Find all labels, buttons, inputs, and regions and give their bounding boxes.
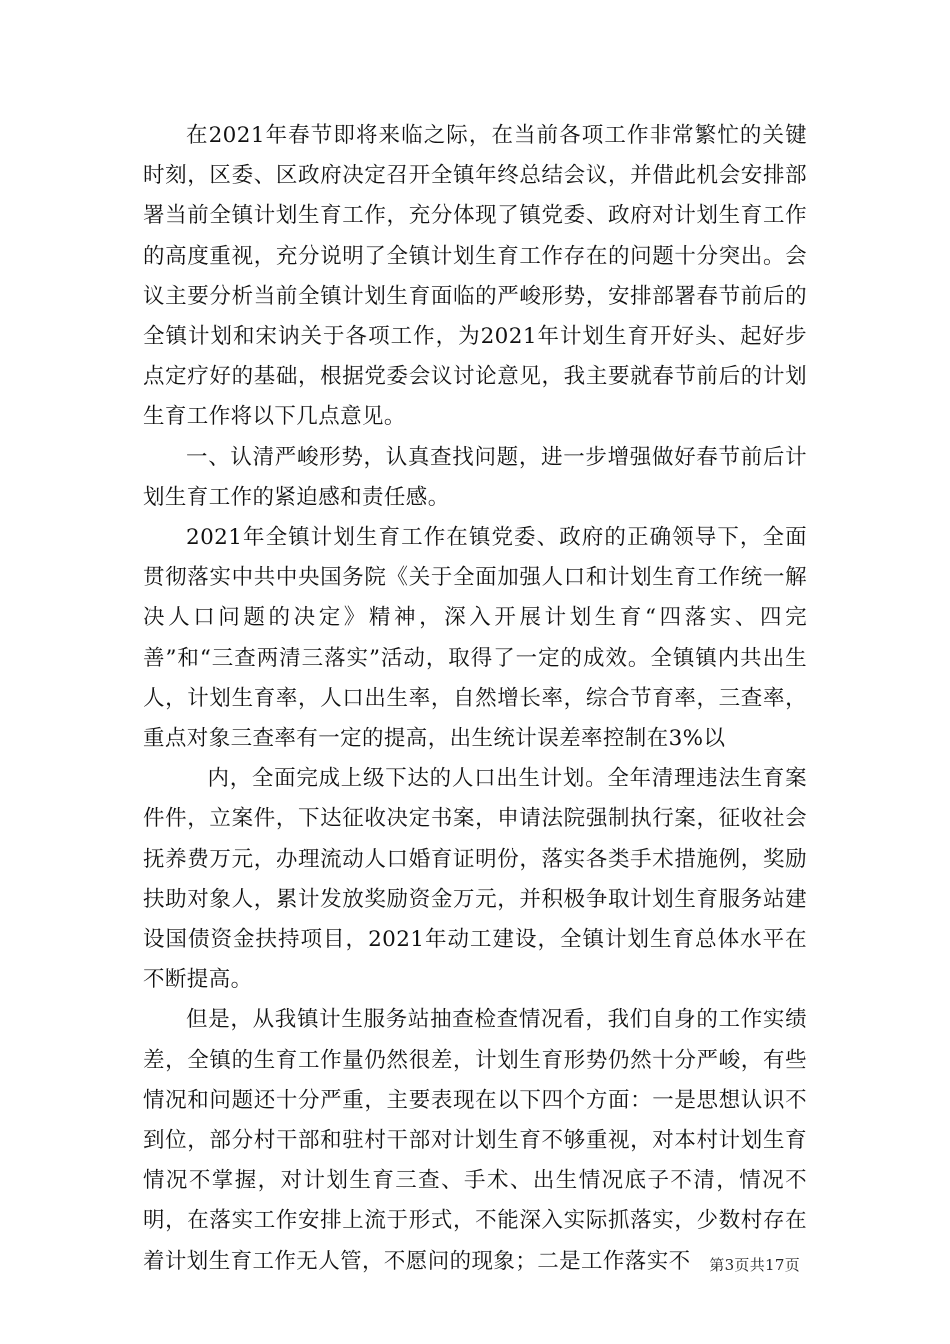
paragraph-problems: 但是，从我镇计生服务站抽查检查情况看，我们自身的工作实绩差，全镇的生育工作量仍然很差，计划生育形势仍然十分严峻，有些情况和问题还十分严重，主要表现在以下四个方面：一是思想认识不到位，部分村干部和驻村干部对计划生育不够重视，对本村计划生育情况不掌握，对计划生育三查、手术、出生情况底子不清，情况不明，在落实工作安排上流于形式，不能深入实际抓落实，少数村存在着计划生育工作无人管，不愿问的现象；二是工作落实不 (143, 1007, 807, 1274)
document-body (143, 116, 807, 1282)
page-number-footer: 第3页共17页 (709, 1256, 800, 1274)
section-heading-1: 一、认清严峻形势，认真查找问题，进一步增强做好春节前后计划生育工作的紧迫感和责任感。 (143, 444, 807, 510)
paragraph-achievements: 2021年全镇计划生育工作在镇党委、政府的正确领导下，全面贯彻落实中共中央国务院《关于全面加强人口和计划生育工作统一解决人口问题的决定》精神，深入开展计划生育“四落实、四完善”和“三查两清三落实”活动，取得了一定的成效。全镇镇内共出生人，计划生育率，人口出生率，自然增长率，综合节育率，三查率，重点对象三查率有一定的提高，出生统计误差率控制在3%以 (143, 525, 807, 752)
paragraph-intro: 在2021年春节即将来临之际，在当前各项工作非常繁忙的关键时刻，区委、区政府决定召开全镇年终总结会议，并借此机会安排部署当前全镇计划生育工作，充分体现了镇党委、政府对计划生育工作的高度重视，充分说明了全镇计划生育工作存在的问题十分突出。会议主要分析当前全镇计划生育面临的严峻形势，安排部署春节前后的全镇计划和宋讷关于各项工作，为2021年计划生育开好头、起好步点定疗好的基础，根据党委会议讨论意见，我主要就春节前后的计划生育工作将以下几点意见。 (143, 123, 807, 430)
paragraph-achievements-continued: 内，全面完成上级下达的人口出生计划。全年清理违法生育案件件，立案件，下达征收决定书案，申请法院强制执行案，征收社会抚养费万元，办理流动人口婚育证明份，落实各类手术措施例，奖励扶助对象人，累计发放奖励资金万元，并积极争取计划生育服务站建设国债资金扶持项目，2021年动工建设，全镇计划生育总体水平在不断提高。 (143, 766, 807, 993)
